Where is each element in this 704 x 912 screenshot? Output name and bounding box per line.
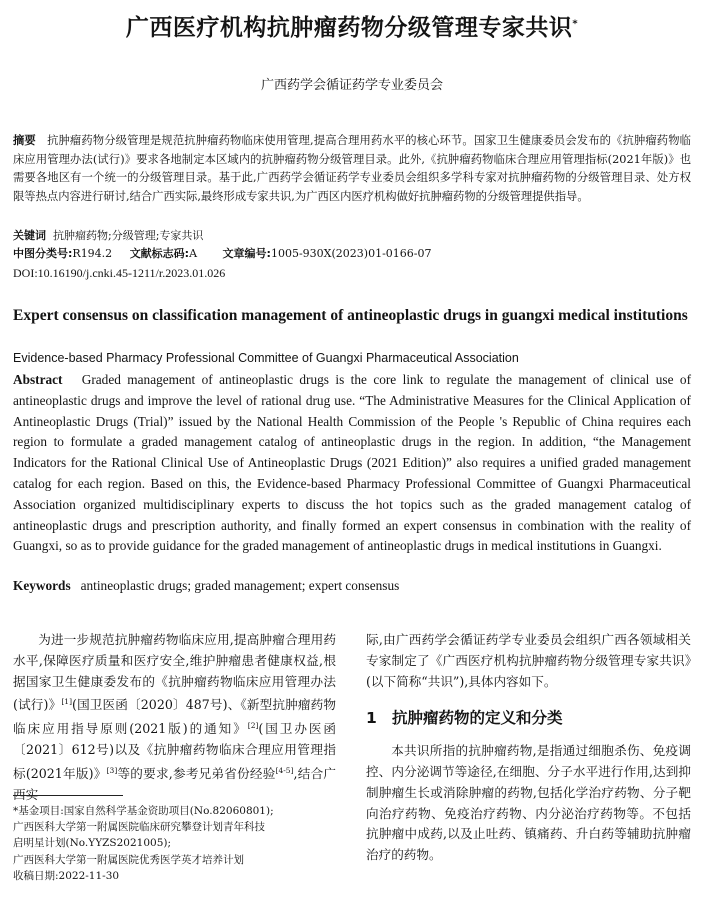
abstract-en [13,370,691,557]
intro-continuation: 际,由广西药学会循证药学专业委员会组织广西各领域相关专家制定了《广西医疗机构抗肿瘤药物分级管理专家共识》(以下简称“共识”),具体内容如下。 [366,632,691,689]
section-heading [366,708,691,729]
definition-paragraph: 本共识所指的抗肿瘤药物,是指通过细胞杀伤、免疫调控、内分泌调节等途径,在细胞、分子水平进行作用,达到抑制肿瘤生长或消除肿瘤的药物,包括化学治疗药物、分子靶向治疗药物、免疫治疗药物、内分泌治疗药物等。不包括抗肿瘤中成药,以及止吐药、镇痛药、升白药等辅助抗肿瘤治疗的药物。 [366,743,691,863]
intro-text-c: (国卫办医函〔2021〕612号)以及《抗肿瘤药物临床合理应用管理指标(2021年版)》 [13,721,336,782]
class-no-label: 中图分类号: [13,247,73,260]
footnote-line: 收稿日期:2022-11-30 [13,869,120,882]
article-no-value: 1005-930X(2023)01-0166-07 [270,247,432,260]
abstract-en-label: Abstract [13,372,63,387]
footnote-line: 启明星计划(No.YYZS2021005); [13,837,172,850]
class-no-value: R194.2 [72,247,113,260]
footnote [13,803,336,884]
intro-text-a: 为进一步规范抗肿瘤药物临床应用,提高肿瘤合理用药水平,保障医疗质量和医疗安全,维护肿瘤患者健康权益,根据国家卫生健康委发布的《抗肿瘤药物临床应用管理办法(试行)》 [13,632,336,713]
intro-text-b: (国卫医函〔2020〕487号)、《新型抗肿瘤药物临床应用指导原则(2021版)的通知》 [13,697,336,737]
abstract-cn-text: 抗肿瘤药物分级管理是规范抗肿瘤药物临床使用管理,提高合理用药水平的核心环节。国家卫生健康委员会发布的《抗肿瘤药物临床应用管理办法(试行)》要求各地制定本区域内的抗肿瘤药物分级管理目录。此外,《抗肿瘤药物临床合理应用管理指标(2021年版)》也需要各地区有一个统一的分级管理目录。基于此,广西药学会循证药学专业委员会组织多学科专家对抗肿瘤药物的分级管理目录、处方权限等热点内容进行研讨,结合广西实际,最终形成专家共识,为广西区内医疗机构做好抗肿瘤药物的分级管理提供指导。 [13,134,691,204]
intro-text-d: 等的要求,参考兄弟省份经验 [117,766,276,782]
author-org-en: Evidence-based Pharmacy Professional Committee of Guangxi Pharmaceutical Association [13,351,519,365]
doc-code-label: 文献标志码: [129,247,190,260]
abstract-en-text: Graded management of antineoplastic drugs is the core link to regulate the management of clinical use of antineoplastic drugs and improve the level of rational drug use. “The Administrative Measures for the Clinical Application of Antineoplastic Drugs (Trial)” issued by the National Health Commission of the People 's Republic of China requires each region to formulate a graded management catalog of antineoplastic drugs in the region. In addition, “the Management Indicators for the Rational Clinical Use of Antineoplastic Drugs (2021 Edition)” also requires a unified graded management catalog for each region. Based on this, the Evidence-based Pharmacy Professional Committee of Guangxi Pharmaceutical Association organized multidisciplinary experts to discuss the hot topics such as the graded management catalog of antineoplastic drugs and prescription authority, and finally formed an expert consensus in combination with the reality of Guangxi, so as to provide guidance for the graded management of antineoplastic drugs in medical institutions in Guangxi. [13,372,691,554]
intro-text-e: ,结合广西实 [13,766,336,803]
section-title: 抗肿瘤药物的定义和分类 [392,709,563,728]
doc-code-value: A [189,247,198,260]
doi[interactable]: DOI:10.16190/j.cnki.45-1211/r.2023.01.026 [13,266,226,280]
body-right-column [366,630,691,866]
citation-ref[interactable]: [2] [247,721,259,731]
keywords-cn-text: 抗肿瘤药物;分级管理;专家共识 [53,229,204,242]
page-title: 广西医疗机构抗肿瘤药物分级管理专家共识* [125,15,579,41]
footnote-line: 广西医科大学第一附属医院优秀医学英才培养计划 [13,853,244,866]
classification-line [13,246,691,262]
author-org-cn: 广西药学会循证药学专业委员会 [260,78,443,93]
body-left-column [13,630,336,806]
keywords-cn [13,228,691,244]
citation-ref[interactable]: [3] [106,766,118,776]
footnote-divider [13,795,123,796]
citation-ref[interactable]: [1] [61,697,72,707]
intro-paragraph [13,630,336,806]
keywords-cn-label: 关键词 [13,229,46,242]
footnote-line: *基金项目:国家自然科学基金资助项目(No.82060801); [13,805,274,817]
section-number: 1 [366,709,377,728]
citation-ref[interactable]: [4-5] [275,766,294,776]
title-en: Expert consensus on classification management of antineoplastic drugs in guangxi medical institutions [13,307,688,324]
keywords-en-text: antineoplastic drugs; graded management; expert consensus [80,578,400,593]
title-footnote-mark: * [572,18,579,30]
article-no-label: 文章编号: [222,247,271,260]
abstract-cn-label: 摘要 [13,134,36,147]
keywords-en-label: Keywords [13,578,71,593]
abstract-cn [13,132,691,207]
footnote-line: 广西医科大学第一附属医院临床研究攀登计划青年科技 [13,821,265,834]
keywords-en [13,578,691,594]
